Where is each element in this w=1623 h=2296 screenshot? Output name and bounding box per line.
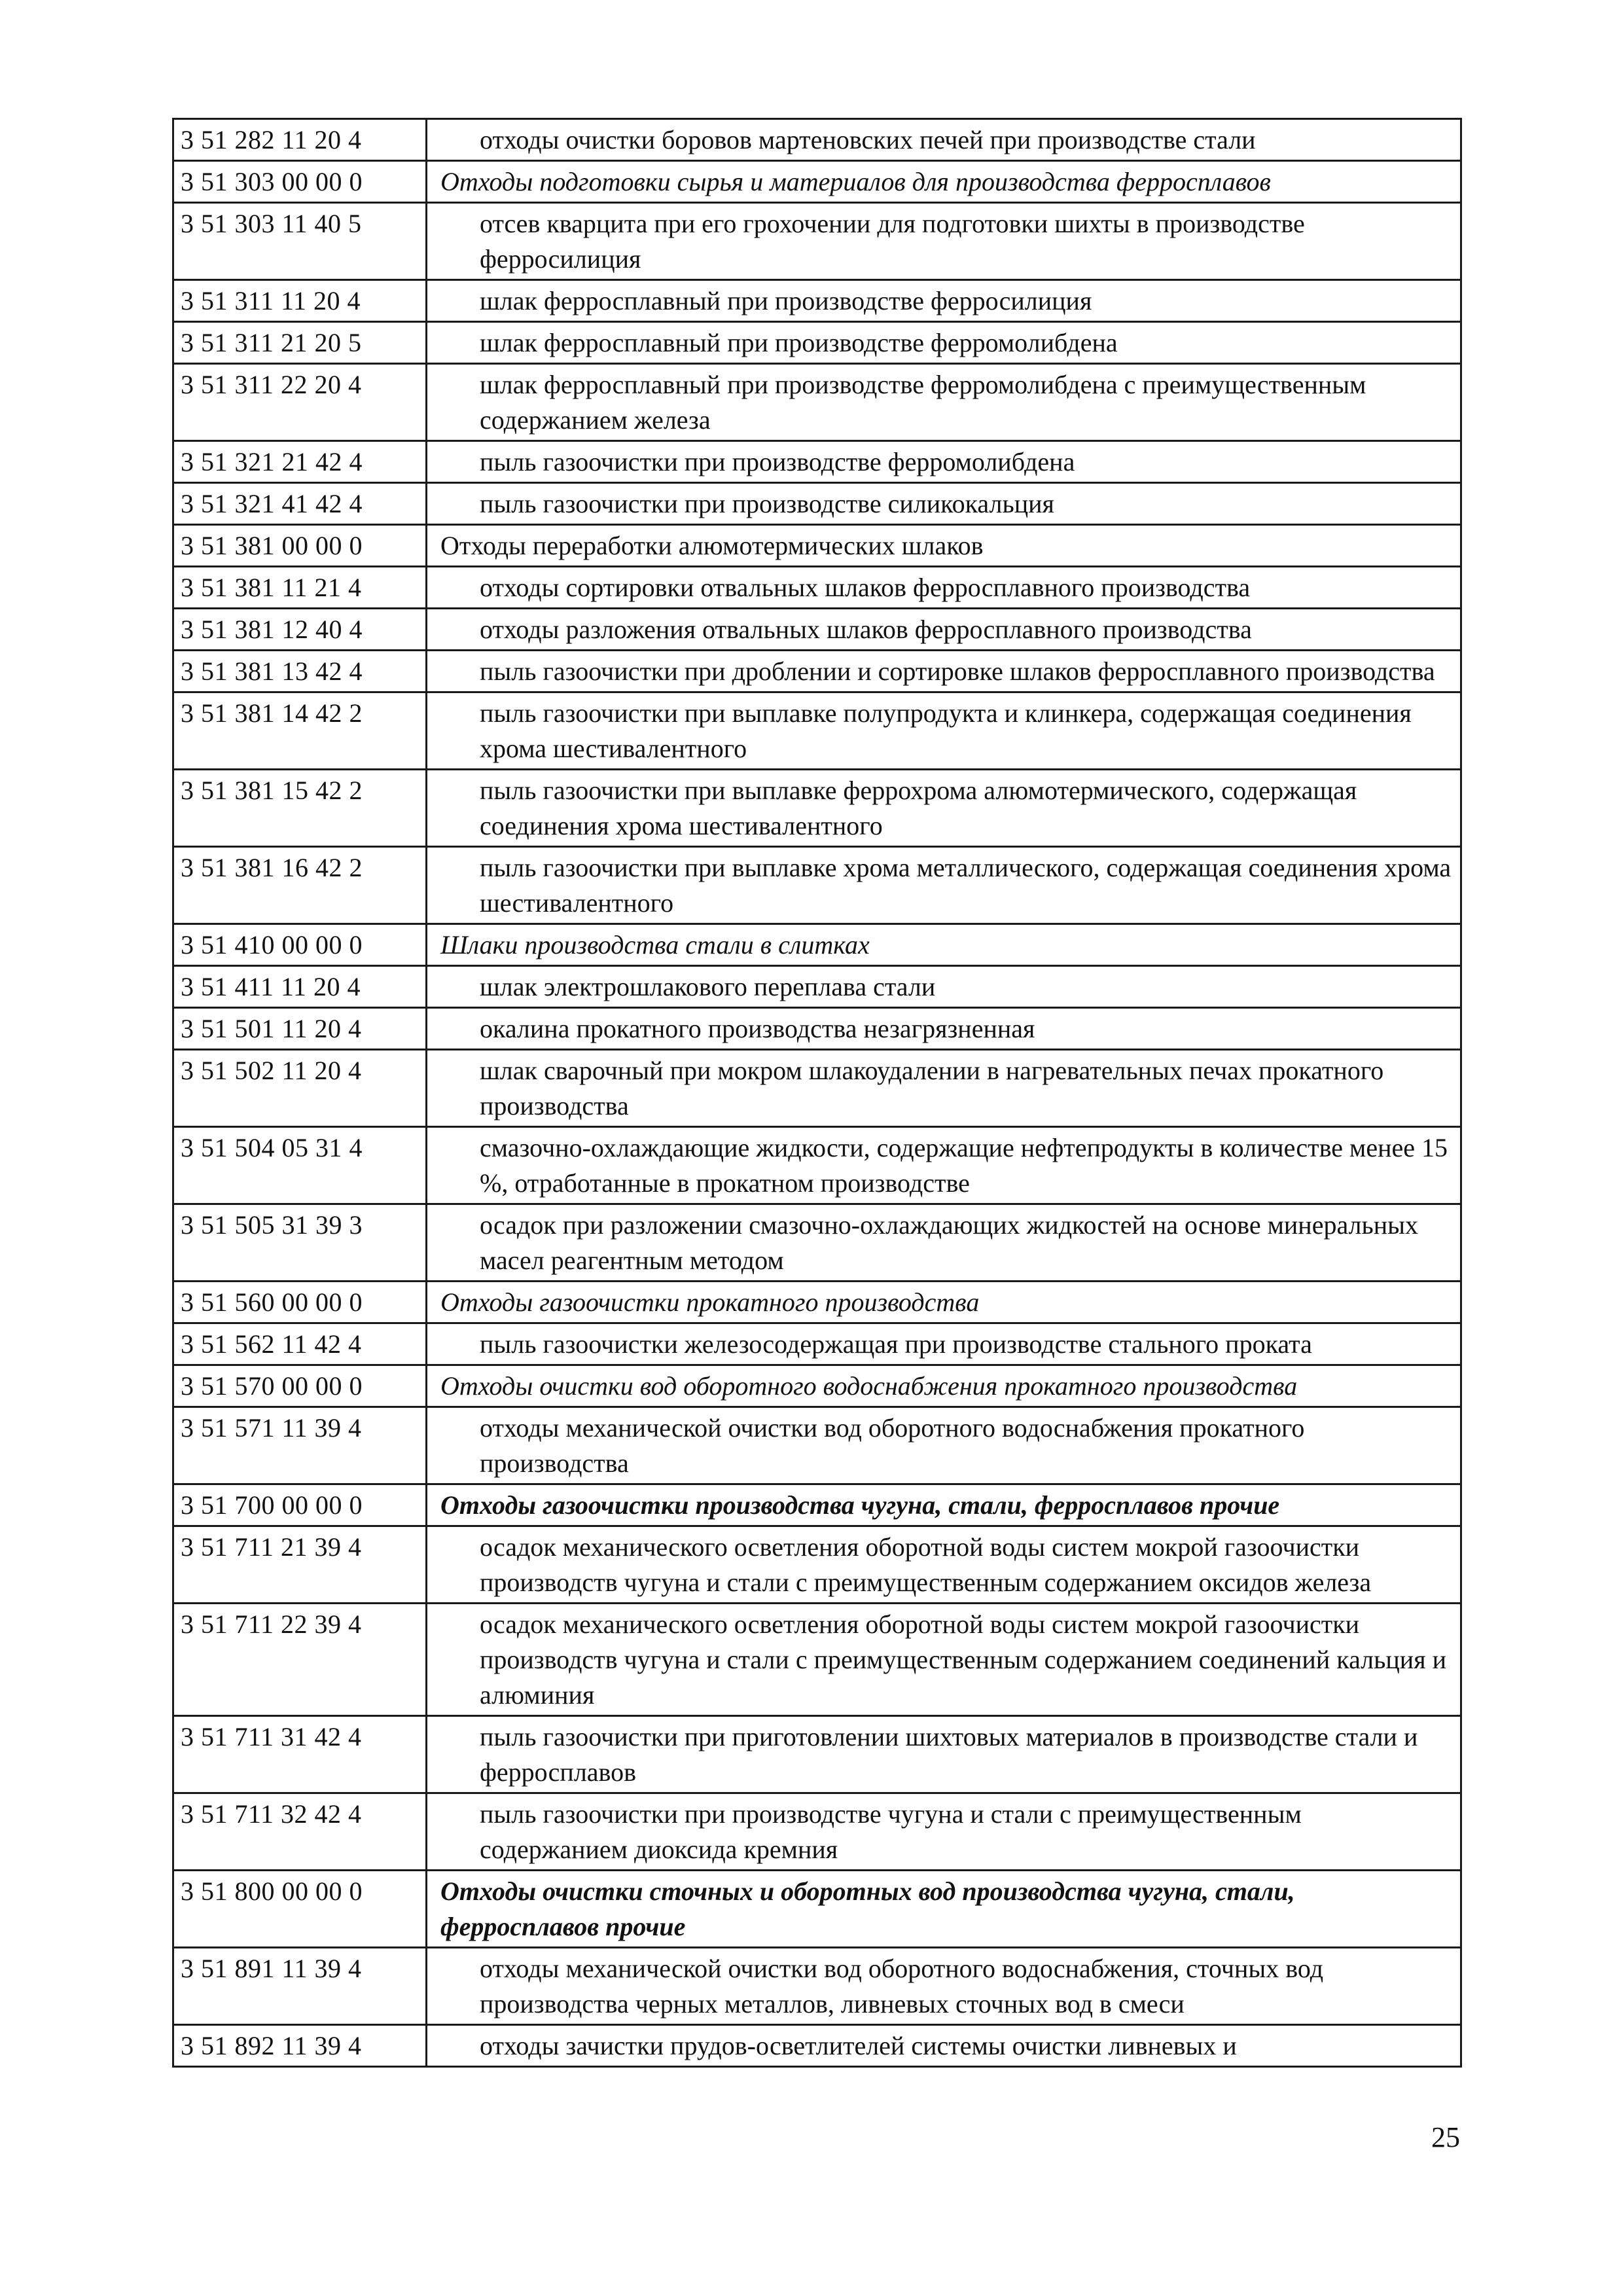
waste-description-cell: окалина прокатного производства незагрязненная <box>427 1008 1461 1050</box>
table-row <box>173 441 1461 483</box>
waste-code-cell: 3 51 505 31 39 3 <box>173 1204 427 1282</box>
waste-description-cell: шлак сварочный при мокром шлакоудалении в нагревательных печах прокатного производства <box>427 1050 1461 1127</box>
waste-code-cell: 3 51 711 21 39 4 <box>173 1526 427 1604</box>
waste-code-cell: 3 51 381 11 21 4 <box>173 567 427 609</box>
waste-code-cell: 3 51 381 14 42 2 <box>173 692 427 770</box>
waste-description-cell: Шлаки производства стали в слитках <box>427 924 1461 966</box>
waste-description-cell: шлак ферросплавный при производстве ферромолибдена с преимущественным содержанием железа <box>427 364 1461 441</box>
waste-description-cell: отходы механической очистки вод оборотного водоснабжения, сточных вод производства черных металлов, ливневых сточных вод в смеси <box>427 1948 1461 2025</box>
waste-description-cell: шлак электрошлакового переплава стали <box>427 966 1461 1008</box>
table-row <box>173 203 1461 280</box>
waste-description-cell: пыль газоочистки железосодержащая при производстве стального проката <box>427 1323 1461 1365</box>
waste-code-cell: 3 51 711 22 39 4 <box>173 1604 427 1716</box>
table-row <box>173 280 1461 322</box>
waste-code-cell: 3 51 303 00 00 0 <box>173 161 427 203</box>
table-row <box>173 1365 1461 1407</box>
waste-description-cell: пыль газоочистки при дроблении и сортировке шлаков ферросплавного производства <box>427 651 1461 692</box>
waste-code-cell: 3 51 711 31 42 4 <box>173 1716 427 1793</box>
waste-description-cell: отходы разложения отвальных шлаков ферросплавного производства <box>427 609 1461 651</box>
table-row <box>173 1716 1461 1793</box>
table-row <box>173 924 1461 966</box>
waste-description-cell: пыль газоочистки при производстве чугуна и стали с преимущественным содержанием диоксида кремния <box>427 1793 1461 1871</box>
table-row <box>173 1948 1461 2025</box>
waste-code-cell: 3 51 411 11 20 4 <box>173 966 427 1008</box>
table-row <box>173 161 1461 203</box>
table-row <box>173 322 1461 364</box>
table-row <box>173 1407 1461 1484</box>
waste-description-cell: Отходы газоочистки производства чугуна, стали, ферросплавов прочие <box>427 1484 1461 1526</box>
waste-code-cell: 3 51 800 00 00 0 <box>173 1871 427 1948</box>
waste-description-cell: смазочно-охлаждающие жидкости, содержащие нефтепродукты в количестве менее 15 %, отработанные в прокатном производстве <box>427 1127 1461 1204</box>
waste-description-cell: Отходы переработки алюмотермических шлаков <box>427 525 1461 567</box>
waste-code-cell: 3 51 560 00 00 0 <box>173 1282 427 1323</box>
table-row <box>173 1127 1461 1204</box>
waste-description-cell: пыль газоочистки при выплавке хрома металлического, содержащая соединения хрома шестивалентного <box>427 847 1461 924</box>
waste-description-cell: Отходы подготовки сырья и материалов для производства ферросплавов <box>427 161 1461 203</box>
waste-code-cell: 3 51 711 32 42 4 <box>173 1793 427 1871</box>
waste-description-cell: пыль газоочистки при выплавке полупродукта и клинкера, содержащая соединения хрома шестивалентного <box>427 692 1461 770</box>
waste-description-cell: осадок механического осветления оборотной воды систем мокрой газоочистки производств чугуна и стали с преимущественным содержанием соединений кальция и алюминия <box>427 1604 1461 1716</box>
waste-code-cell: 3 51 311 11 20 4 <box>173 280 427 322</box>
table-row <box>173 119 1461 161</box>
waste-code-cell: 3 51 700 00 00 0 <box>173 1484 427 1526</box>
table-row <box>173 1604 1461 1716</box>
waste-description-cell: шлак ферросплавный при производстве ферросилиция <box>427 280 1461 322</box>
waste-description-cell: Отходы газоочистки прокатного производства <box>427 1282 1461 1323</box>
waste-description-cell: Отходы очистки вод оборотного водоснабжения прокатного производства <box>427 1365 1461 1407</box>
table-row <box>173 1204 1461 1282</box>
waste-description-cell: отходы механической очистки вод оборотного водоснабжения прокатного производства <box>427 1407 1461 1484</box>
table-row <box>173 1871 1461 1948</box>
waste-code-cell: 3 51 891 11 39 4 <box>173 1948 427 2025</box>
waste-code-cell: 3 51 410 00 00 0 <box>173 924 427 966</box>
table-row <box>173 567 1461 609</box>
waste-code-cell: 3 51 381 12 40 4 <box>173 609 427 651</box>
table-row <box>173 525 1461 567</box>
table-row <box>173 1526 1461 1604</box>
waste-description-cell: отходы сортировки отвальных шлаков ферросплавного производства <box>427 567 1461 609</box>
waste-description-cell: отходы очистки боровов мартеновских печей при производстве стали <box>427 119 1461 161</box>
table-body <box>173 119 1461 2067</box>
waste-code-cell: 3 51 321 41 42 4 <box>173 483 427 525</box>
waste-description-cell: осадок механического осветления оборотной воды систем мокрой газоочистки производств чугуна и стали с преимущественным содержанием оксидов железа <box>427 1526 1461 1604</box>
table-row <box>173 483 1461 525</box>
waste-code-cell: 3 51 282 11 20 4 <box>173 119 427 161</box>
waste-code-cell: 3 51 892 11 39 4 <box>173 2025 427 2067</box>
page-number: 25 <box>1431 2121 1460 2153</box>
table-row <box>173 966 1461 1008</box>
waste-code-cell: 3 51 501 11 20 4 <box>173 1008 427 1050</box>
waste-code-cell: 3 51 381 00 00 0 <box>173 525 427 567</box>
waste-code-cell: 3 51 504 05 31 4 <box>173 1127 427 1204</box>
waste-code-cell: 3 51 311 21 20 5 <box>173 322 427 364</box>
waste-code-cell: 3 51 321 21 42 4 <box>173 441 427 483</box>
waste-description-cell: осадок при разложении смазочно-охлаждающих жидкостей на основе минеральных масел реагентным методом <box>427 1204 1461 1282</box>
table-row <box>173 1008 1461 1050</box>
table-row <box>173 692 1461 770</box>
waste-classification-table <box>172 118 1462 2068</box>
waste-code-cell: 3 51 562 11 42 4 <box>173 1323 427 1365</box>
waste-description-cell: Отходы очистки сточных и оборотных вод производства чугуна, стали, ферросплавов прочие <box>427 1871 1461 1948</box>
waste-code-cell: 3 51 381 15 42 2 <box>173 770 427 847</box>
table-row <box>173 364 1461 441</box>
waste-description-cell: шлак ферросплавный при производстве ферромолибдена <box>427 322 1461 364</box>
waste-code-cell: 3 51 303 11 40 5 <box>173 203 427 280</box>
waste-code-cell: 3 51 502 11 20 4 <box>173 1050 427 1127</box>
waste-description-cell: отходы зачистки прудов-осветлителей системы очистки ливневых и <box>427 2025 1461 2067</box>
table-row <box>173 770 1461 847</box>
table-row <box>173 1793 1461 1871</box>
table-row <box>173 2025 1461 2067</box>
waste-description-cell: пыль газоочистки при выплавке феррохрома алюмотермического, содержащая соединения хрома шестивалентного <box>427 770 1461 847</box>
table-row <box>173 609 1461 651</box>
table-row <box>173 1282 1461 1323</box>
table-row <box>173 1484 1461 1526</box>
waste-description-cell: пыль газоочистки при приготовлении шихтовых материалов в производстве стали и ферросплавов <box>427 1716 1461 1793</box>
waste-code-cell: 3 51 381 16 42 2 <box>173 847 427 924</box>
waste-description-cell: пыль газоочистки при производстве силикокальция <box>427 483 1461 525</box>
waste-code-cell: 3 51 381 13 42 4 <box>173 651 427 692</box>
waste-description-cell: отсев кварцита при его грохочении для подготовки шихты в производстве ферросилиция <box>427 203 1461 280</box>
waste-code-cell: 3 51 570 00 00 0 <box>173 1365 427 1407</box>
waste-code-cell: 3 51 571 11 39 4 <box>173 1407 427 1484</box>
waste-code-cell: 3 51 311 22 20 4 <box>173 364 427 441</box>
table-row <box>173 651 1461 692</box>
table-row <box>173 1050 1461 1127</box>
table-row <box>173 1323 1461 1365</box>
waste-description-cell: пыль газоочистки при производстве ферромолибдена <box>427 441 1461 483</box>
table-row <box>173 847 1461 924</box>
